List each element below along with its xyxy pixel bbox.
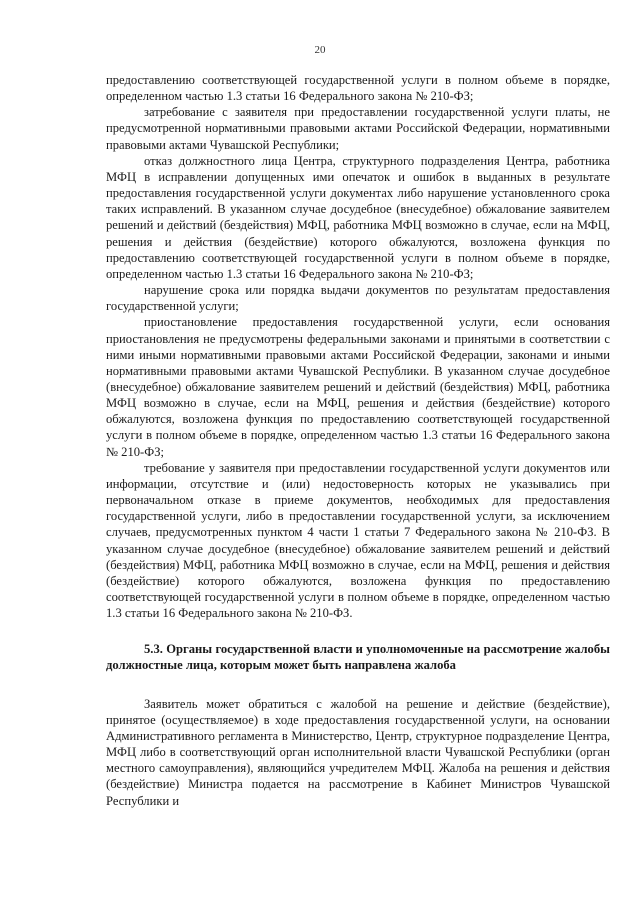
- paragraph-deadline-violation: нарушение срока или порядка выдачи документов по результатам предоставления государственной услуги;: [106, 283, 610, 314]
- paragraph-document-requirement: требование у заявителя при предоставлении государственной услуги документов или информации, отсутствие и (или) недостоверность которых не указывались при первоначальном отказе в приеме документов, необходимых для предоставления государственной услуги, либо в предоставлении государственной услуги, за исключением случаев, предусмотренных пунктом 4 части 1 статьи 7 Федерального закона № 210-ФЗ. В указанном случае досудебное (внесудебное) обжалование заявителем решений и действий (бездействия) МФЦ, работника МФЦ возможно в случае, если на МФЦ, решения и действия (бездействие) которого обжалуются, возложена функция по предоставлению соответствующей государственной услуги в полном объеме в порядке, определенном частью 1.3 статьи 16 Федерального закона № 210-ФЗ.: [106, 460, 610, 621]
- paragraph-fee-requirement: затребование с заявителя при предоставлении государственной услуги платы, не предусмотренной нормативными правовыми актами Российской Федерации, нормативными правовыми актами Чувашской Республики;: [106, 105, 610, 152]
- paragraph-refusal-corrections: отказ должностного лица Центра, структурного подразделения Центра, работника МФЦ в исправлении допущенных ими опечаток и ошибок в выданных в результате предоставления государственной услуги документах либо нарушение установленного срока таких исправлений. В указанном случае досудебное (внесудебное) обжалование заявителем решений и действий (бездействия) МФЦ, работника МФЦ возможно в случае, если на МФЦ, решения и действия (бездействие) которого обжалуются, возложена функция по предоставлению соответствующей государственной услуги в полном объеме в порядке, определенном частью 1.3 статьи 16 Федерального закона № 210-ФЗ;: [106, 153, 610, 281]
- paragraph-complaint-right: Заявитель может обратиться с жалобой на решение и действие (бездействие), принятое (осуществляемое) в ходе предоставления государственной услуги, на основании Административного регламента в Министерство, Центр, структурное подразделение Центра, МФЦ либо в соответствующий орган исполнительной власти Чувашской Республики (орган местного самоуправления), являющийся учредителем МФЦ. Жалоба на решения и действия (бездействие) Министра подается на рассмотрение в Кабинет Министров Чувашской Республики и: [106, 696, 610, 808]
- page-number: 20: [314, 44, 326, 56]
- paragraph-continuation: предоставлению соответствующей государственной услуги в полном объеме в порядке, определенном частью 1.3 статьи 16 Федерального закона № 210-ФЗ;: [106, 73, 610, 104]
- document-body: [106, 72, 610, 809]
- paragraph-suspension: приостановление предоставления государственной услуги, если основания приостановления не предусмотрены федеральными законами и принятыми в соответствии с ними иными нормативными правовыми актами Российской Федерации, законами и иными нормативными правовыми актами Чувашской Республики. В указанном случае досудебное (внесудебное) обжалование заявителем решений и действий (бездействия) МФЦ, работника МФЦ возможно в случае, если на МФЦ, решения и действия (бездействие) которого обжалуются, возложена функция по предоставлению соответствующей государственной услуги в полном объеме в порядке, определенном частью 1.3 статьи 16 Федерального закона № 210-ФЗ;: [106, 315, 610, 459]
- section-heading: 5.3. Органы государственной власти и уполномоченные на рассмотрение жалобы должностные лица, которым может быть направлена жалоба: [106, 642, 610, 673]
